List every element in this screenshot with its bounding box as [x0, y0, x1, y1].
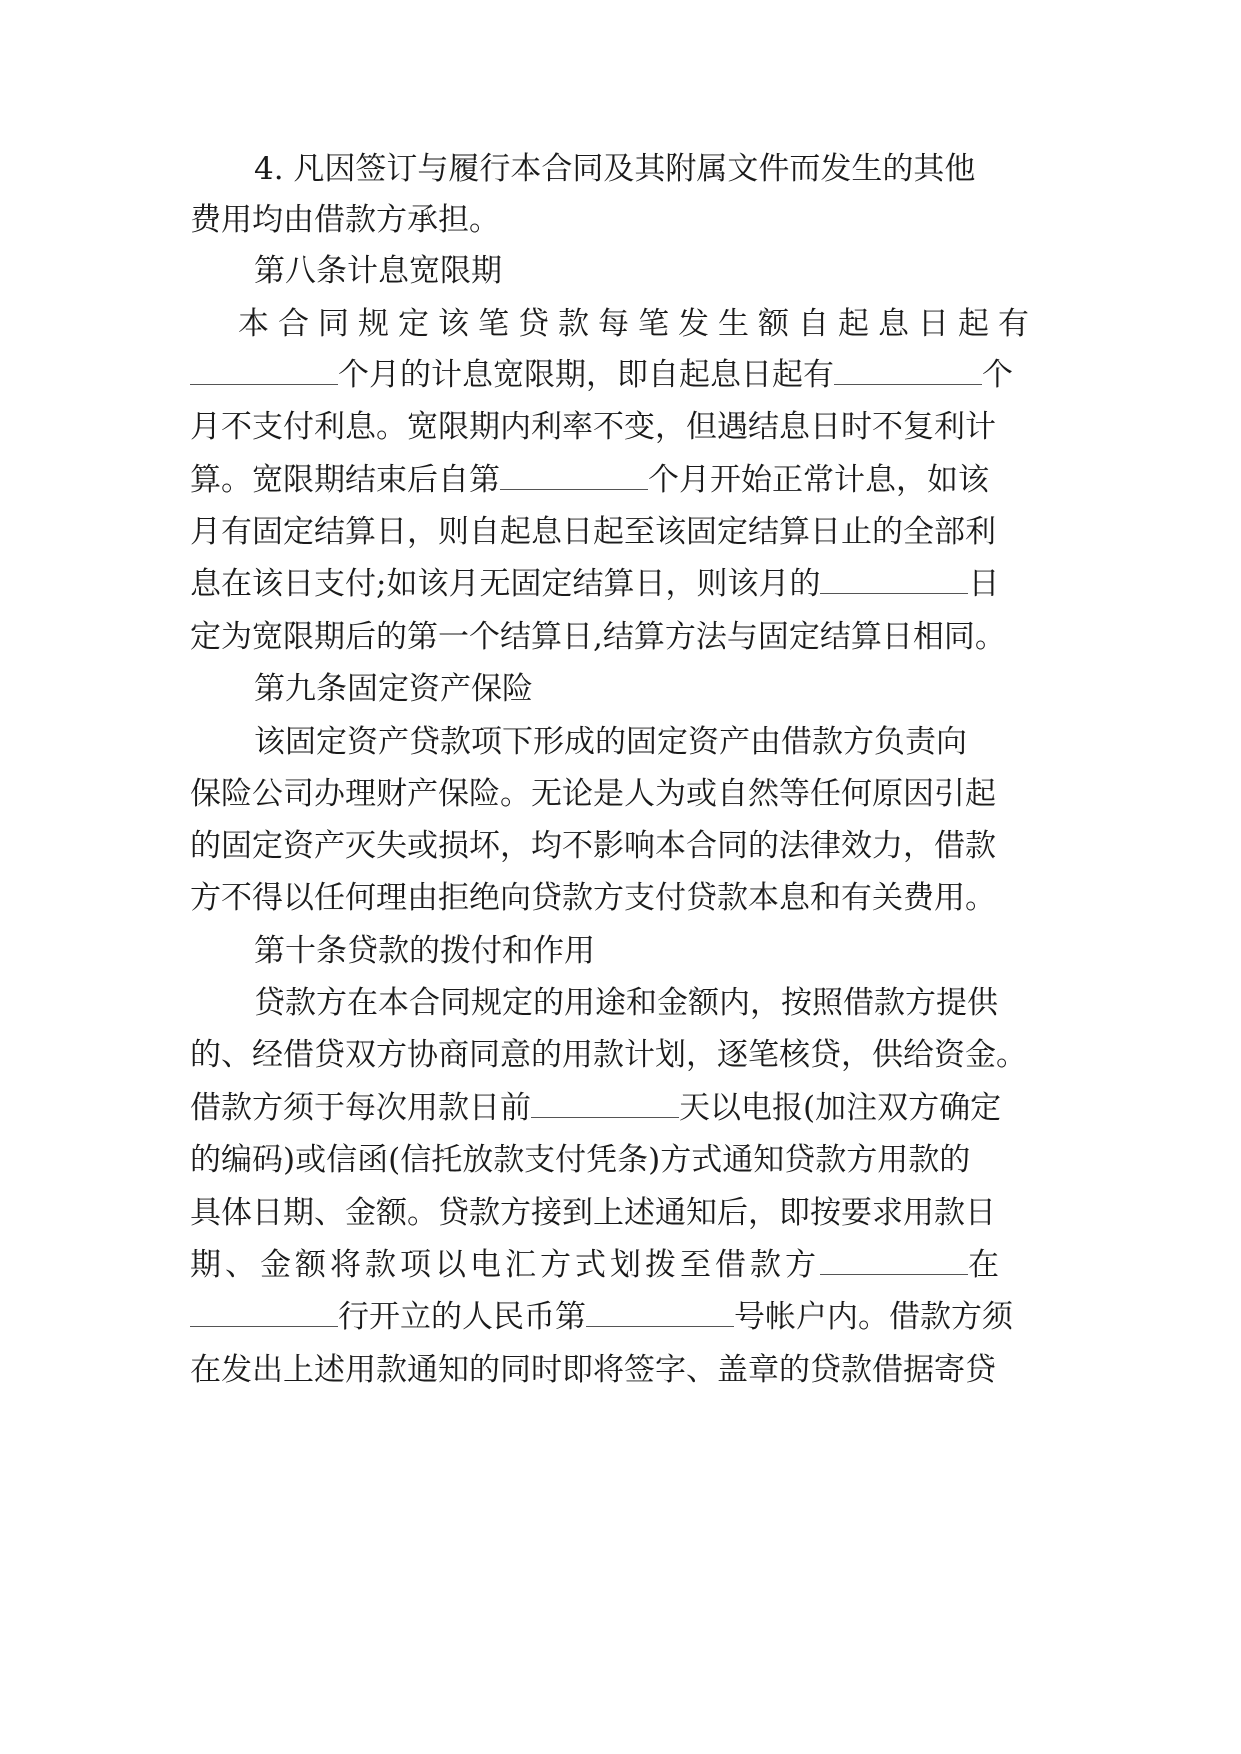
paragraph-line: 的编码)或信函(信托放款支付凭条)方式通知贷款方用款的 [190, 1142, 971, 1178]
section-heading: 第八条计息宽限期 [254, 253, 502, 289]
paragraph-line: 借款方须于每次用款日前 天以电报(加注双方确定 [190, 1090, 1002, 1126]
paragraph-line: 具体日期、金额。贷款方接到上述通知后，即按要求用款日 [190, 1195, 996, 1231]
section-heading: 第十条贷款的拨付和作用 [254, 933, 595, 969]
paragraph-line: 息在该日支付;如该月无固定结算日，则该月的 日 [190, 566, 1000, 602]
paragraph-line: 算。宽限期结束后自第 个月开始正常计息，如该 [190, 462, 989, 498]
paragraph-line: 行开立的人民币第 号帐户内。借款方须 [190, 1297, 1050, 1337]
paragraph-line: 该固定资产贷款项下形成的固定资产由借款方负责向 [254, 724, 967, 760]
fill-in-blank[interactable] [190, 356, 338, 385]
paragraph-line: 费用均由借款方承担。 [190, 202, 500, 238]
paragraph-line: 月不支付利息。宽限期内利率不变，但遇结息日时不复利计 [190, 409, 996, 445]
fill-in-blank[interactable] [820, 1246, 968, 1275]
fill-in-blank[interactable] [531, 1089, 679, 1118]
paragraph-line: 的、经借贷双方协商同意的用款计划，逐笔核贷，供给资金。 [190, 1037, 1027, 1073]
paragraph-line: 期、金额将款项以电汇方式划拨至借款方 在 [190, 1247, 999, 1283]
paragraph-line: 方不得以任何理由拒绝向贷款方支付贷款本息和有关费用。 [190, 880, 996, 916]
paragraph-line: 的固定资产灭失或损坏，均不影响本合同的法律效力，借款 [190, 828, 996, 864]
paragraph-line: 4. 凡因签订与履行本合同及其附属文件而发生的其他 [254, 151, 976, 187]
paragraph-line: 贷款方在本合同规定的用途和金额内，按照借款方提供 [254, 985, 998, 1021]
paragraph-line: 保险公司办理财产保险。无论是人为或自然等任何原因引起 [190, 776, 996, 812]
fill-in-blank[interactable] [820, 565, 968, 594]
fill-in-blank[interactable] [190, 1298, 338, 1327]
paragraph-line: 月有固定结算日，则自起息日起至该固定结算日止的全部利 [190, 514, 996, 550]
paragraph-line: 定为宽限期后的第一个结算日,结算方法与固定结算日相同。 [190, 619, 1006, 655]
paragraph-line: 个月的计息宽限期，即自起息日起有 个 [190, 355, 1050, 395]
fill-in-blank[interactable] [834, 356, 982, 385]
section-heading: 第九条固定资产保险 [254, 671, 533, 707]
paragraph-line: 本合同规定该笔贷款每笔发生额自起息日起有 [238, 306, 1038, 342]
fill-in-blank[interactable] [500, 461, 648, 490]
paragraph-line: 在发出上述用款通知的同时即将签字、盖章的贷款借据寄贷 [190, 1352, 996, 1388]
fill-in-blank[interactable] [586, 1298, 734, 1327]
